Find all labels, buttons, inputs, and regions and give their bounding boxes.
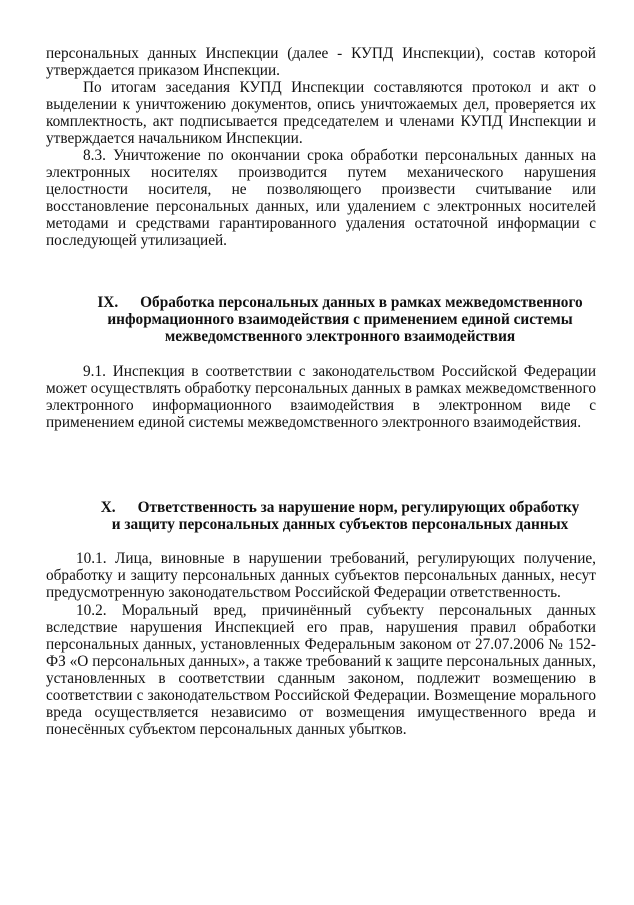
section-ix-number: IX.: [97, 294, 119, 311]
section-x-heading-line1: X. Ответственность за нарушение норм, регулирующих обработку: [100, 499, 580, 516]
section-x-heading-line2: и защиту персональных данных субъектов персональных данных: [111, 516, 569, 533]
paragraph-9-1: 9.1. Инспекция в соответствии с законодательством Российской Федерации может осуществлять обработку персональных данных в рамках межведомственного электронного информационного взаимодействия в электронном виде с применением единой системы межведомственного электронного взаимодействия.: [46, 363, 596, 431]
paragraph-kupd-composition: персональных данных Инспекции (далее - КУПД Инспекции), состав которой утверждается приказом Инспекции.: [46, 45, 596, 79]
paragraph-kupd-meeting: По итогам заседания КУПД Инспекции составляются протокол и акт о выделении к уничтожению документов, опись уничтожаемых дел, проверяется их комплектность, акт подписывается председателем и членами КУПД Инспекции и утверждается начальником Инспекции.: [46, 79, 596, 147]
section-ix-heading-line3: межведомственного электронного взаимодействия: [164, 328, 516, 345]
section-ix-heading-line2: информационного взаимодействия с применением единой системы: [107, 311, 573, 328]
paragraph-10-1: 10.1. Лица, виновные в нарушении требований, регулирующих получение, обработку и защиту персональных данных субъектов персональных данных, несут предусмотренную законодательством Российской Федерации ответственность.: [46, 550, 596, 601]
paragraph-10-2: 10.2. Моральный вред, причинённый субъекту персональных данных вследствие нарушения Инспекцией его прав, нарушения правил обработки персональных данных, установленных Федеральным законом от 27.07.2006 № 152-ФЗ «О персональных данных», а также требований к защите персональных данных, установленных в соответствии сданным законом, подлежит возмещению в соответствии с законодательством Российской Федерации. Возмещение морального вреда осуществляется независимо от возмещения имущественного вреда и понесённых субъектом персональных данных убытков.: [46, 602, 596, 738]
section-x-number: X.: [100, 499, 116, 516]
section-ix-heading: [46, 294, 634, 345]
section-ix-heading-line1: IX. Обработка персональных данных в рамках межведомственного: [97, 294, 583, 311]
section-x-heading: [46, 499, 634, 533]
paragraph-8-3: 8.3. Уничтожение по окончании срока обработки персональных данных на электронных носителях производится путем механического нарушения целостности носителя, не позволяющего произвести считывание или восстановление персональных данных, или удалением с электронных носителей методами и средствами гарантированного удаления остаточной информации с последующей утилизацией.: [46, 147, 596, 249]
